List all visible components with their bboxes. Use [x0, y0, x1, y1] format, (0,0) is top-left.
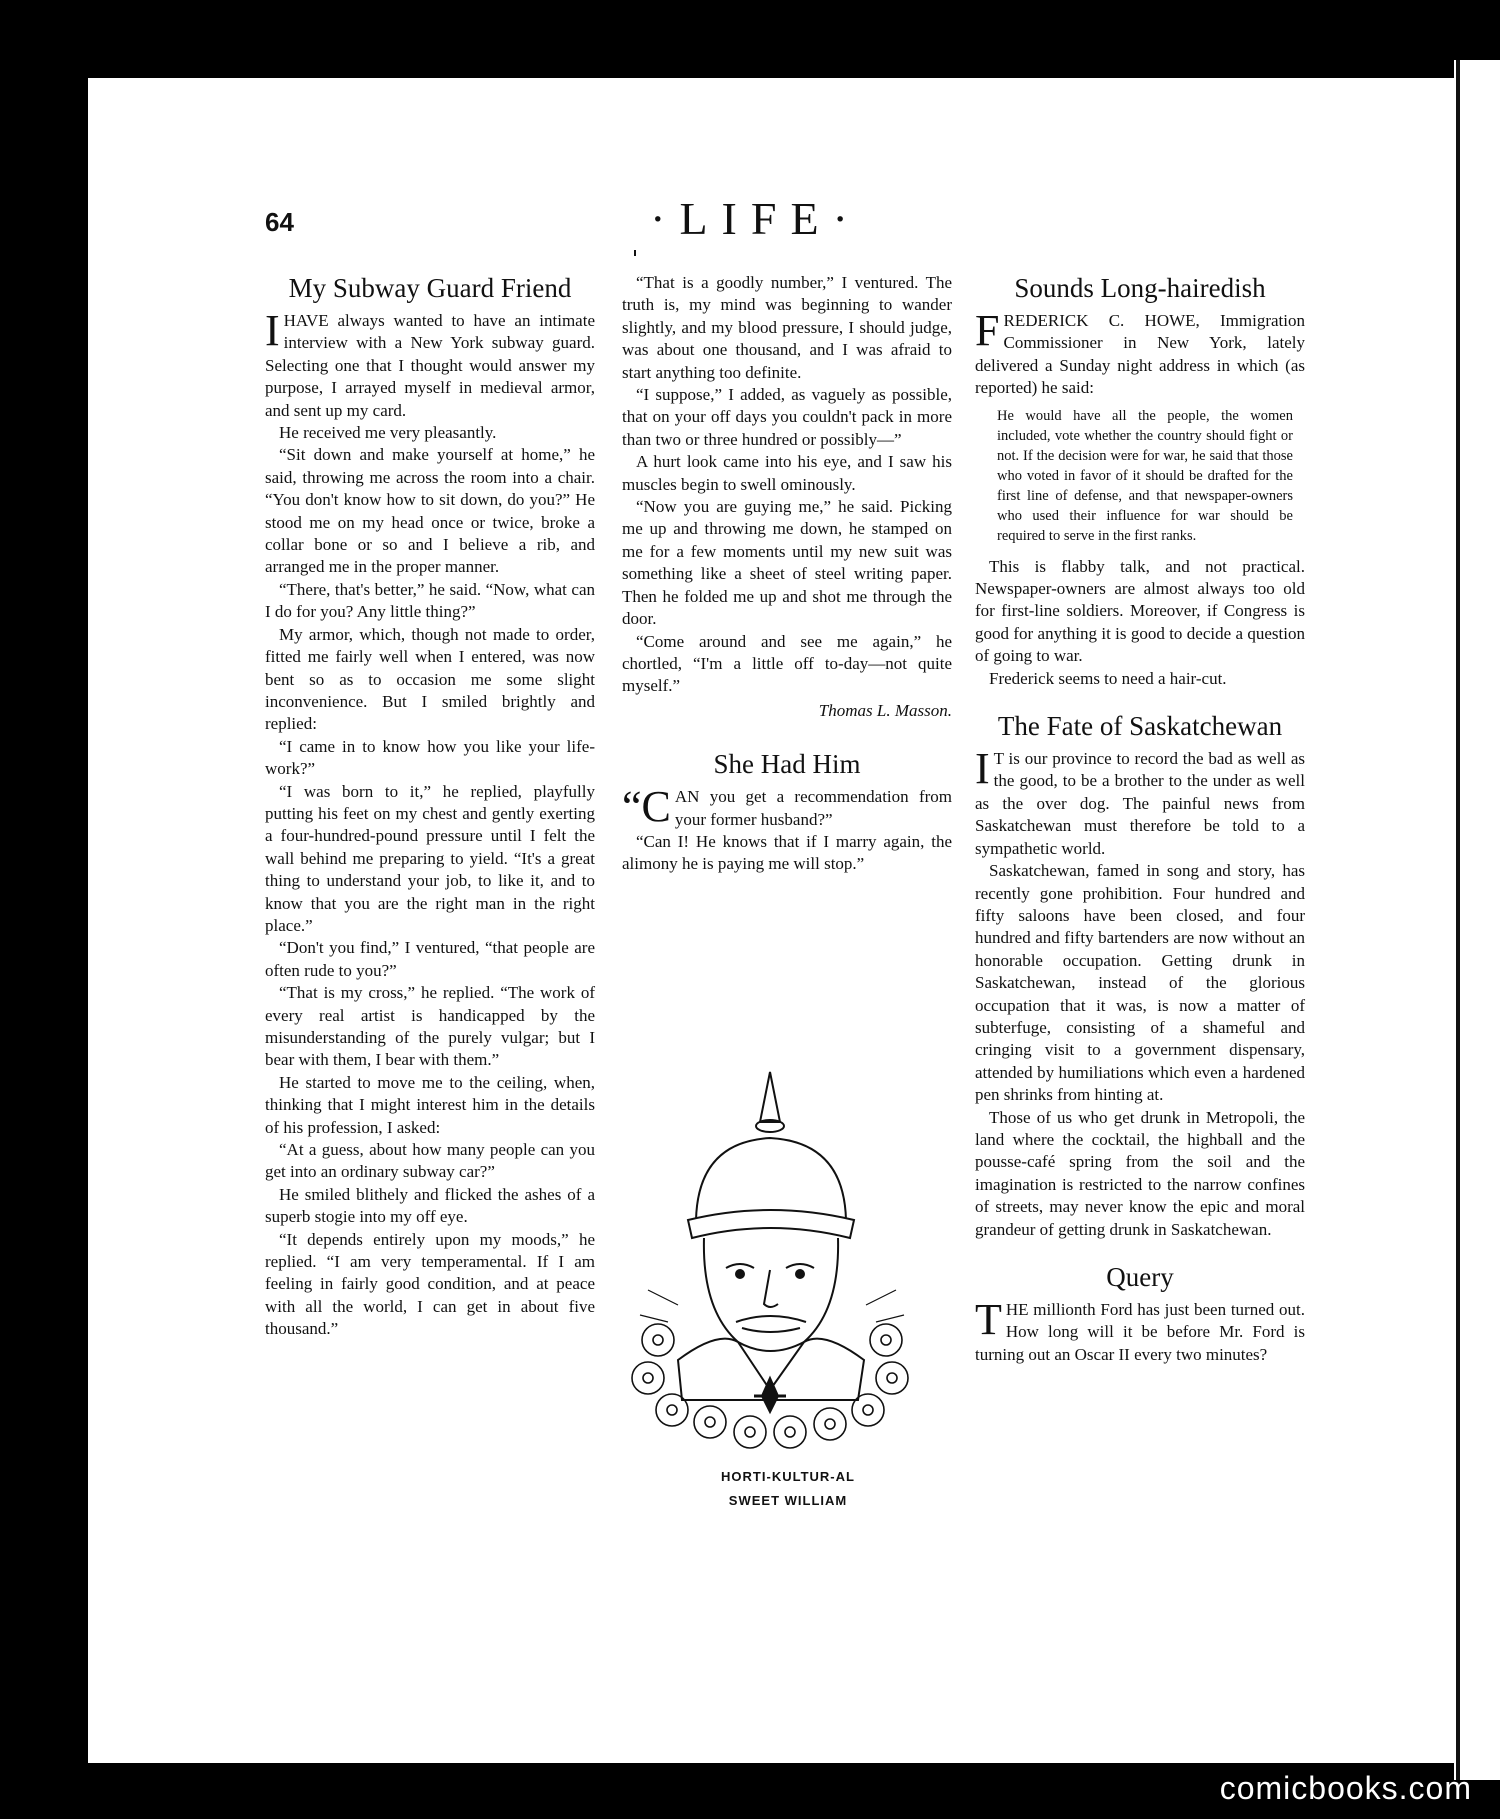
- article-paragraph: Saskatchewan, famed in song and story, has recently gone prohibition. Four hundred and fifty saloons have been closed, and four hundred and fifty bartenders are now without an honorable occupation. Getting drunk in Saskatchewan, instead of the glorious occupation that it was, is now a matter of subterfuge, consisting of a shameful and cringing visit to a government dispensary, attended by humiliations which even a hardened pen shrinks from hinting at.: [975, 861, 1305, 1105]
- article-title: My Subway Guard Friend: [288, 273, 572, 303]
- next-page-edge: [1454, 60, 1500, 1780]
- article-paragraph: Frederick seems to need a hair-cut.: [989, 668, 1227, 688]
- article-paragraph: Those of us who get drunk in Metropoli, the land where the cocktail, the highball and the pousse-café spring from the soil and the imagination is restricted to the narrow confines of streets, may never know the epic and moral grandeur of getting drunk in Saskatchewan.: [975, 1107, 1305, 1239]
- column-divider-mark: [634, 250, 636, 256]
- article-paragraph: He smiled blithely and flicked the ashes of a superb stogie into my off eye.: [265, 1184, 595, 1227]
- article-paragraph: He received me very pleasantly.: [279, 423, 497, 443]
- drop-cap: T: [975, 1295, 1002, 1344]
- masthead: ·LIFE·: [650, 193, 862, 244]
- byline: Thomas L. Masson.: [818, 700, 952, 720]
- article-paragraph: “I came in to know how you like your life-work?”: [265, 736, 595, 779]
- drop-cap: F: [975, 306, 1000, 355]
- caricature-drawing: [618, 1060, 958, 1460]
- article-paragraph: “Can I! He knows that if I marry again, the alimony he is paying me will stop.”: [622, 831, 952, 874]
- article-paragraph: “I suppose,” I added, as vaguely as possible, that on your off days you couldn't pack in more than two or three hundred or possibly—”: [622, 385, 952, 449]
- article-paragraph: IHAVE always wanted to have an intimate interview with a New York subway guard. Selecting one that I thought would answer my purpose, I arrayed myself in medieval armor, and sent up my card.: [265, 306, 595, 420]
- article-paragraph: This is flabby talk, and not practical. Newspaper-owners are almost always too old for first-line soldiers. Moreover, if Congress is good for anything it is good to decide a question of going to war.: [975, 556, 1305, 666]
- column-1: [265, 272, 595, 1341]
- article-paragraph: FREDERICK C. HOWE, Immigration Commissioner in New York, lately delivered a Sunday night address in which (as reported) he said:: [975, 306, 1305, 398]
- article-paragraph: “Now you are guying me,” he said. Picking me up and throwing me down, he stamped on me for a few moments until my new suit was something like a sheet of steel writing paper. Then he folded me up and shot me through the door.: [622, 497, 952, 629]
- section-title: The Fate of Saskatchewan: [997, 711, 1283, 742]
- caption-line: HORTI-KULTUR-AL: [721, 1469, 855, 1484]
- article-paragraph: My armor, which, though not made to order, fitted me fairly well when I entered, was now bent so as to occasion me some slight inconvenience. But I smiled brightly and replied:: [265, 624, 595, 734]
- drop-cap: “C: [622, 782, 671, 832]
- illustration-caricature: [618, 1060, 958, 1520]
- drop-cap: I: [265, 306, 280, 355]
- illustration-caption: [618, 1465, 958, 1513]
- article-paragraph: “CAN you get a recommendation from your former husband?”: [622, 782, 952, 832]
- article-paragraph: “That is a goodly number,” I ventured. The truth is, my mind was beginning to wander slightly, and my blood pressure, I should judge, was about one thousand, and I was afraid to start anything too definite.: [622, 273, 952, 382]
- article-paragraph: “At a guess, about how many people can you get into an ordinary subway car?”: [265, 1140, 595, 1182]
- article-paragraph: I T is our province to record the bad as well as the good, to be a brother to the under as well as the over dog. The painful news from Saskatchewan must therefore be told to a sympathetic world.: [975, 744, 1305, 858]
- column-2: [622, 272, 952, 876]
- section-title: She Had Him: [713, 749, 861, 780]
- section-title: Sounds Long-hairedish: [1014, 273, 1266, 303]
- article-paragraph: “I was born to it,” he replied, playfully putting his feet on my chest and gently exerting a four-hundred-pound pressure until I felt the wall behind me preparing to yield. “It's a great thing to understand your job, to like it, and to know that you are the right man in the right place.”: [265, 781, 595, 935]
- drop-cap: I: [975, 744, 990, 794]
- article-paragraph: “Don't you find,” I ventured, “that people are often rude to you?”: [265, 938, 595, 980]
- article-paragraph: THE millionth Ford has just been turned out. How long will it be before Mr. Ford is turning out an Oscar II every two minutes?: [975, 1295, 1305, 1364]
- page-number: 64: [265, 207, 294, 237]
- article-paragraph: A hurt look came into his eye, and I saw his muscles begin to swell ominously.: [622, 452, 952, 494]
- watermark: comicbooks.com: [1219, 1770, 1472, 1806]
- article-paragraph: He started to move me to the ceiling, when, thinking that I might interest him in the details of his profession, I asked:: [265, 1072, 595, 1137]
- article-paragraph: “That is my cross,” he replied. “The work of every real artist is handicapped by the misunderstanding of the purely vulgar; but I bear with them, I bear with them.”: [265, 983, 595, 1070]
- article-paragraph: “It depends entirely upon my moods,” he replied. “I am very temperamental. If I am feeling in fairly good condition, and at peace with all the world, I can get in about five thousand.”: [265, 1229, 595, 1339]
- article-paragraph: “There, that's better,” he said. “Now, what can I do for you? Any little thing?”: [265, 579, 595, 622]
- section-title: Query: [1106, 1262, 1174, 1292]
- article-paragraph: “Sit down and make yourself at home,” he said, throwing me across the room into a chair. “You don't know how to sit down, do you?” He stood me on my head once or twice, broke a collar bone or so and I believe a rib, and arranged me in the proper manner.: [265, 445, 595, 577]
- caption-line: SWEET WILLIAM: [728, 1493, 848, 1508]
- block-quote: He would have all the people, the women included, vote whether the country should fight or not. If the decision were for war, he said that those who voted in favor of it should be drafted for the first line of defense, and that newspaper-owners who used their influence for war should be required to serve in the first ranks.: [997, 407, 1293, 544]
- column-3: [975, 272, 1305, 1366]
- article-paragraph: “Come around and see me again,” he chortled, “I'm a little off to-day—not quite myself.”: [622, 631, 952, 696]
